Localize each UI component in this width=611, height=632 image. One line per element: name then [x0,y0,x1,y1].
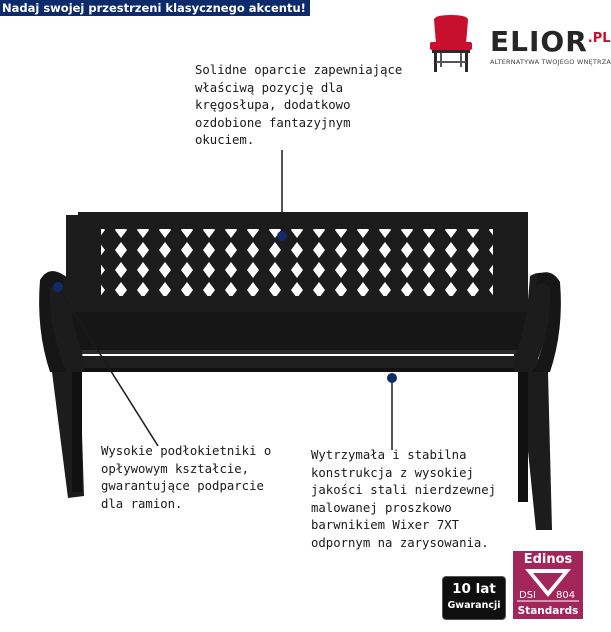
feature-frame-line: barwnikiem Wixer 7XT [311,518,460,532]
feature-backrest [195,62,402,150]
feature-frame-line: jakości stali nierdzewnej [311,483,497,497]
feature-frame-line: konstrukcja z wysokiej [311,465,474,480]
warranty-badge [442,576,506,620]
feature-backrest-line: ozdobione fantazyjnym [195,115,351,130]
feature-backrest-line: Solidne oparcie zapewniające [195,63,403,77]
certification-prefix: DSI [519,590,536,601]
certification-number: 804 [556,590,576,601]
feature-armrests-line: opływowym kształcie, [101,461,250,476]
certification-badge [513,551,583,619]
feature-armrests-line: Wysokie podłokietniki o [101,444,272,458]
feature-armrests [101,443,271,513]
feature-backrest-line: kręgosłupa, dodatkowo [195,98,351,112]
feature-frame-line: Wytrzymała i stabilna [311,448,467,462]
logo-tagline: ALTERNATYWA TWOJEGO WNĘTRZA [490,58,611,66]
certification-label: Standards [517,605,579,617]
feature-frame [311,447,496,552]
warranty-years: 10 lat [452,581,496,597]
certification-brand: Edinos [523,552,573,567]
feature-frame-line: odpornym na zarysowania. [311,535,489,550]
feature-backrest-line: okuciem. [195,133,255,147]
warranty-label: Gwarancji [447,600,501,611]
logo-suffix: .PL [587,31,611,46]
feature-backrest-line: właściwą pozycję dla [195,80,344,95]
logo-name: $ELIOR^{.PL}$ [490,25,611,58]
feature-frame-line: malowanej proszkowo [311,500,452,515]
feature-armrests-line: gwarantujące podparcie [101,479,264,493]
feature-armrests-line: dla ramion. [101,496,183,511]
promo-banner: Nadaj swojej przestrzeni klasycznego akcentu! [0,0,310,16]
